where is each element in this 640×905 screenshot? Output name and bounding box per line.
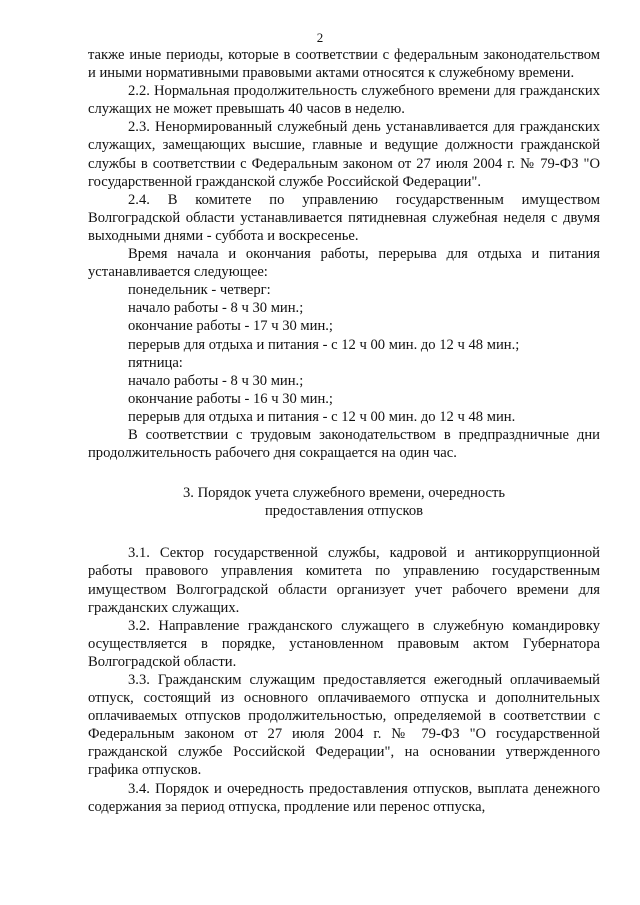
- paragraph-2-3: 2.3. Ненормированный служебный день устанавливается для гражданских служащих, замещающих высшие, главные и ведущие должности гражданской службы в соответствии с Федеральным законом от 27 июля 2004 г. № 79-ФЗ "О государственной гражданской службе Российской Федерации".: [88, 119, 600, 190]
- paragraph-3-4: 3.4. Порядок и очередность предоставления отпусков, выплата денежного содержания за период отпуска, продление или перенос отпуска,: [88, 780, 600, 815]
- schedule-line-start: начало работы - 8 ч 30 мин.;: [128, 300, 304, 317]
- paragraph-3-2: 3.2. Направление гражданского служащего в служебную командировку осуществляется в порядке, установленном правовым актом Губернатора Волгоградской области.: [88, 617, 600, 670]
- schedule-line-friday: пятница:: [128, 354, 183, 371]
- section-3-heading-line1: 3. Порядок учета служебного времени, очередность: [182, 485, 506, 502]
- schedule-line-start-friday: начало работы - 8 ч 30 мин.;: [128, 372, 304, 389]
- paragraph-holiday: В соответствии с трудовым законодательством в предпраздничные дни продолжительность рабочего дня сокращается на один час.: [88, 426, 600, 462]
- schedule-line-break: перерыв для отдыха и питания - с 12 ч 00 мин. до 12 ч 48 мин.;: [128, 336, 520, 353]
- paragraph-3-1: 3.1. Сектор государственной службы, кадровой и антикоррупционной работы правового управления комитета по управлению государственным имуществом Волгоградской области организует учет рабочего времени для гражданских служащих.: [88, 545, 600, 616]
- paragraph-continuation: также иные периоды, которые в соответствии с федеральным законодательством и иными нормативными правовыми актами относятся к служебному времени.: [88, 47, 600, 82]
- page-number: 2: [316, 30, 324, 45]
- schedule-line-break-friday: перерыв для отдыха и питания - с 12 ч 00 мин. до 12 ч 48 мин.: [128, 408, 516, 425]
- paragraph-3-3: 3.3. Гражданским служащим предоставляется ежегодный оплачиваемый отпуск, состоящий из основного оплачиваемого отпуска и дополнительных оплачиваемых отпусков продолжительностью, определяемой в соответствии с Федеральным законом от 27 июля 2004 г. № 79-ФЗ "О государственной гражданской службе Российской Федерации", на основании утвержденного графика отпусков.: [88, 672, 600, 779]
- section-3-heading: [88, 484, 600, 520]
- schedule-line-end: окончание работы - 17 ч 30 мин.;: [128, 318, 333, 335]
- document-body: [88, 46, 600, 816]
- schedule-line-mon-thu: понедельник - четверг:: [128, 282, 271, 299]
- schedule-list: [88, 281, 600, 426]
- paragraph-2-4: 2.4. В комитете по управлению государственным имуществом Волгоградской области устанавливается пятидневная служебная неделя с двумя выходными днями - суббота и воскресенье.: [88, 191, 600, 244]
- paragraph-2-2: 2.2. Нормальная продолжительность служебного времени для гражданских служащих не может превышать 40 часов в неделю.: [88, 83, 600, 118]
- section-3-heading-line2: предоставления отпусков: [264, 503, 424, 520]
- paragraph-work-hours: Время начала и окончания работы, перерыва для отдыха и питания устанавливается следующее:: [88, 246, 600, 281]
- schedule-line-end-friday: окончание работы - 16 ч 30 мин.;: [128, 390, 333, 407]
